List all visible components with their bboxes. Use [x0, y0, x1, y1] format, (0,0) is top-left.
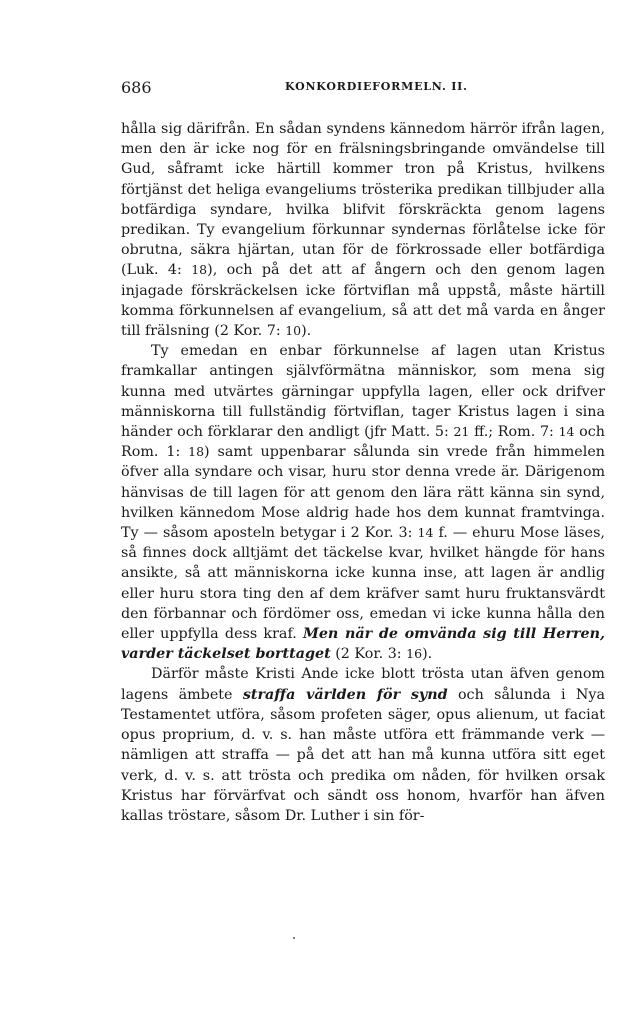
text-run: och Rom. 1: — [121, 424, 605, 461]
paragraph-3 — [121, 664, 605, 826]
text-run: (2 Kor. 3: — [330, 646, 407, 663]
print-speck — [293, 937, 295, 939]
body-text — [121, 119, 605, 826]
verse-number: 16 — [406, 646, 423, 662]
italic-quote: Men när de omvända sig till Herren, varder täckelset borttaget — [121, 626, 605, 663]
text-run: f. — ehuru Mose läses, så finnes dock alltjämt det täckelse kvar, hvilket hängde för hans ansikte, så att människorna icke kunna inse, att lagen är andlig eller huru stora ting den af dem kräfver samt huru fruktansvärdt den förbannar och fördömer oss, emedan vi icke kunna hålla den eller uppfylla dess kraf. — [121, 525, 605, 643]
italic-quote: straffa världen för synd — [242, 686, 448, 703]
page-number: 686 — [121, 78, 152, 97]
text-run: ). — [422, 646, 433, 663]
verse-number: 18 — [191, 262, 208, 278]
page-header — [121, 78, 605, 98]
paragraph-2 — [121, 341, 605, 664]
verse-number: 10 — [285, 323, 302, 339]
text-run: hålla sig därifrån. En sådan syndens kännedom härrör ifrån lagen, men den är icke nog för en frälsningsbringande omvändelse till Gud, såframt icke härtill kommer tron på Kristus, hvilkens förtjänst det heliga evangeliums trösterika predikan tillbjuder alla botfärdiga syndare, hvilka blifvit förskräckta genom lagens predikan. Ty evangelium förkunnar syndernas förlåtelse icke för obrutna, säkra hjärtan, utan för de förkrossade eller botfärdiga (Luk. 4: — [121, 121, 605, 279]
paragraph-1 — [121, 119, 605, 341]
verse-number: 18 — [188, 444, 205, 460]
text-run: ) samt uppenbarar sålunda sin vrede från himmelen öfver alla syndare och visar, huru stor denna vrede är. Därigenom hänvisas de till lagen för att genom den lära rätt känna sin synd, hvilken kännedom Mose aldrig hade hos dem kunnat framtvinga. Ty — såsom aposteln betygar i 2 Kor. 3: — [121, 444, 605, 542]
text-run: ). — [301, 323, 312, 340]
verse-number: 14 — [417, 525, 434, 541]
text-run: och sålunda i Nya Testamentet utföra, såsom profeten säger, opus alienum, ut faciat opus proprium, d. v. s. han måste utföra ett främmande verk — nämligen att straffa — på det att han må kunna utföra sitt eget verk, d. v. s. att trösta och predika om nåden, för hvilken orsak Kristus har förvärfvat och sändt oss honom, hvarför han äfven kallas tröstare, såsom Dr. Luther i sin för- — [121, 686, 605, 824]
verse-number: 21 — [453, 424, 470, 440]
running-head: KONKORDIEFORMELN. II. — [285, 80, 468, 93]
text-run: Ty emedan en enbar förkunnelse af lagen utan Kristus framkallar antingen självförmätna människor, som mena sig kunna med utvärtes gärningar uppfylla lagen, eller ock drifver människorna till fullständig förtviflan, tager Kristus lagen i sina händer och förklarar den andligt (jfr Matt. 5: — [121, 343, 605, 441]
verse-number: 14 — [558, 424, 575, 440]
text-run: ff.; Rom. 7: — [469, 424, 559, 441]
text-run: ), och på det att af ångern och den genom lagen injagade förskräckelsen icke förtviflan må uppstå, måste härtill komma förkunnelsen af evangelium, så att det må varda en ånger till frälsning (2 Kor. 7: — [121, 262, 605, 340]
text-run: Därför måste Kristi Ande icke blott trösta utan äfven genom lagens ämbete — [121, 666, 605, 703]
